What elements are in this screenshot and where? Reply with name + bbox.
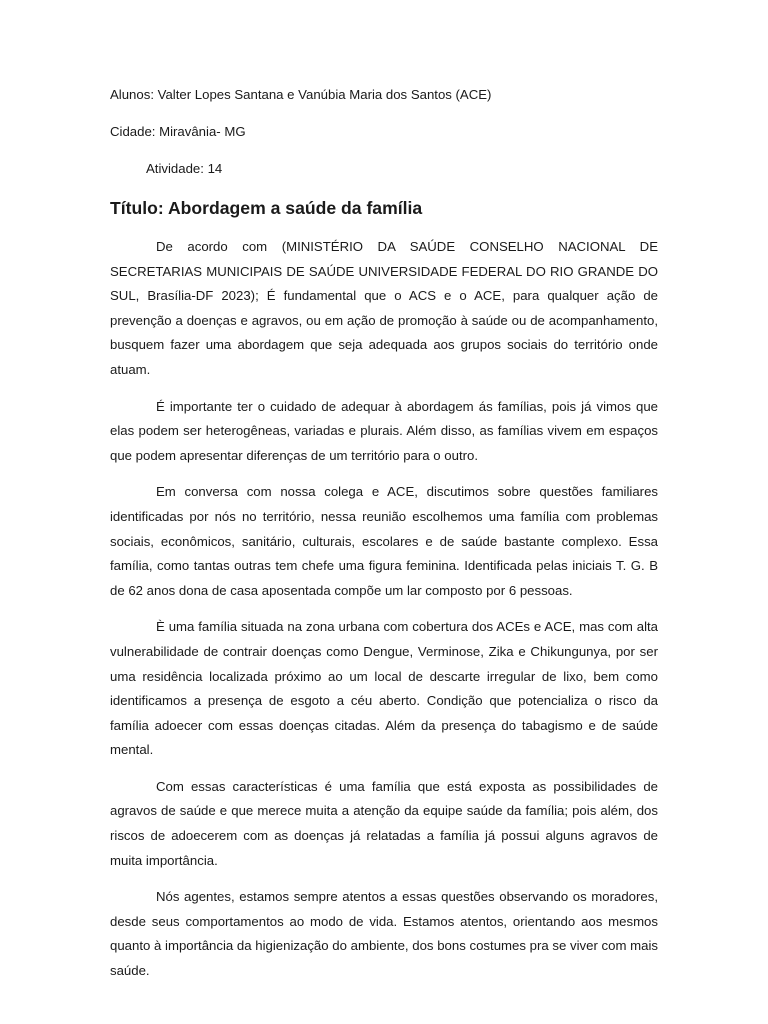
paragraph: É importante ter o cuidado de adequar à abordagem ás famílias, pois já vimos que elas podem ser heterogêneas, variadas e plurais. Além disso, as famílias vivem em espaços que podem apresentar diferenças de um território para o outro. (110, 398, 658, 463)
city-line: Cidade: Miravânia- MG (110, 124, 246, 139)
document-title: Título: Abordagem a saúde da família (110, 198, 423, 218)
paragraph: Com essas características é uma família que está exposta as possibilidades de agravos de saúde e que merece muita a atenção da equipe saúde da família; pois além, dos riscos de adoecerem com as doenças já relatadas a família já possui alguns agravos de muita importância. (110, 778, 658, 868)
students-line: Alunos: Valter Lopes Santana e Vanúbia Maria dos Santos (ACE) (110, 87, 492, 102)
paragraph: È uma família situada na zona urbana com cobertura dos ACEs e ACE, mas com alta vulnerabilidade de contrair doenças como Dengue, Verminose, Zika e Chikungunya, por ser uma residência localizada próximo ao um local de descarte irregular de lixo, bem como identificamos a presença de esgoto a céu aberto. Condição que potencializa o risco da família adoecer com essas doenças citadas. Além da presença do tabagismo e de saúde mental. (110, 619, 658, 758)
paragraph: Em conversa com nossa colega e ACE, discutimos sobre questões familiares identificadas por nós no território, nessa reunião escolhemos uma família com problemas sociais, econômicos, sanitário, culturais, escolares e de saúde bastante complexo. Essa família, como tantas outras tem chefe uma figura feminina. Identificada pelas iniciais T. G. B de 62 anos dona de casa aposentada compõe um lar composto por 6 pessoas. (110, 484, 658, 598)
paragraph: De acordo com (MINISTÉRIO DA SAÚDE CONSELHO NACIONAL DE SECRETARIAS MUNICIPAIS DE SAÚDE UNIVERSIDADE FEDERAL DO RIO GRANDE DO SUL, Brasília-DF 2023); É fundamental que o ACS e o ACE, para qualquer ação de prevenção a doenças e agravos, ou em ação de promoção à saúde ou de acompanhamento, busquem fazer uma abordagem que seja adequada aos grupos sociais do território onde atuam. (110, 239, 658, 377)
document-body (110, 84, 658, 996)
paragraph: Nós agentes, estamos sempre atentos a essas questões observando os moradores, desde seus comportamentos ao modo de vida. Estamos atentos, orientando aos mesmos quanto à importância da higienização do ambiente, dos bons costumes pra se viver com mais saúde. (110, 889, 658, 979)
activity-line: Atividade: 14 (146, 161, 223, 176)
